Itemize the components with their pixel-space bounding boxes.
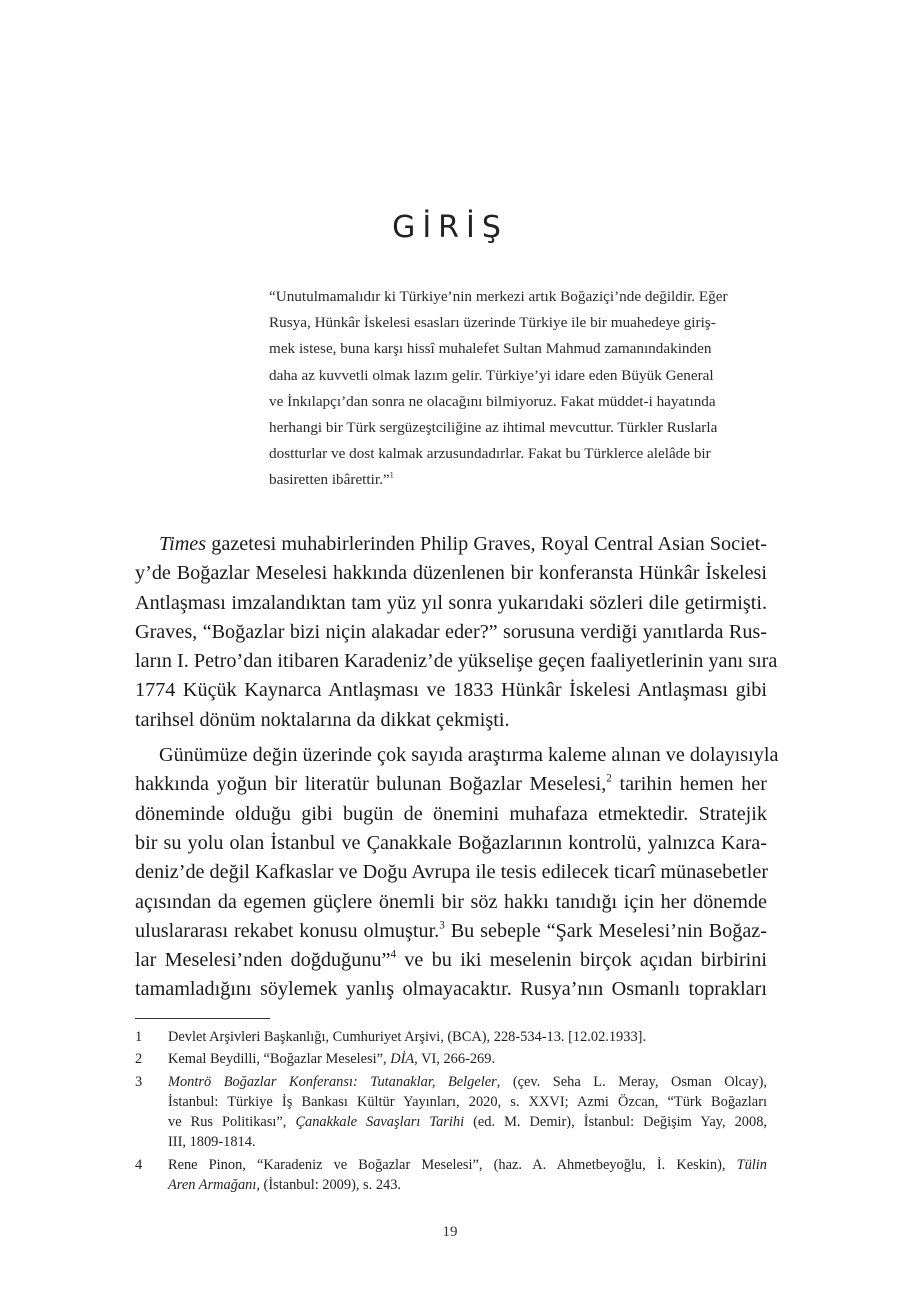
paragraph-line-text: lar Meselesi’nden doğduğunu” [135, 949, 391, 972]
footnote-text [168, 1072, 767, 1153]
footnote-ref-2[interactable]: 2 [606, 773, 612, 786]
footnote-line-text: ve Rus Politikası”, [168, 1114, 296, 1131]
paragraph-line: döneminde olduğu gibi bugün de önemini muhafaza etmektedir. Stratejik [135, 802, 767, 825]
paragraph-line: Günümüze değin üzerinde çok sayıda araştırma kaleme alınan ve dolayısıyla [159, 744, 779, 767]
paragraph-line: deniz’de değil Kafkaslar ve Doğu Avrupa ile tesis edilecek ticarî münasebetler [135, 861, 769, 884]
footnote-divider [135, 1018, 270, 1019]
footnote-ref-1[interactable]: 1 [389, 471, 394, 481]
footnote-1 [135, 1027, 767, 1047]
footnote-ref-3[interactable]: 3 [439, 919, 445, 932]
paragraph-line: tamamladığını söylemek yanlış olmayacaktır. Rusya’nın Osmanlı toprakları [135, 978, 767, 1001]
page-number: 19 [442, 1224, 458, 1240]
paragraph-line [135, 946, 767, 975]
paragraph-line: ların I. Petro’dan itibaren Karadeniz’de yükselişe geçen faaliyetlerinin yanı sıra [135, 650, 778, 673]
source-title: Montrö Boğazlar Konferansı: Tutanaklar, Belgeler [168, 1073, 497, 1090]
footnote-text [168, 1027, 767, 1047]
footnote-4 [135, 1155, 767, 1196]
footnote-line [168, 1175, 767, 1195]
footnote-line-text: Kemal Beydilli, “Boğazlar Meselesi”, [168, 1051, 391, 1068]
paragraph-2 [135, 741, 779, 1005]
epigraph-line: ve İnkılapçı’dan sonra ne olacağını bilmiyoruz. Fakat müddet-i hayatında [269, 392, 716, 410]
paragraph-line: 1774 Küçük Kaynarca Antlaşması ve 1833 Hünkâr İskelesi Antlaşması gibi [135, 679, 767, 702]
paragraph-line [135, 530, 767, 559]
paragraph-line-text: uluslararası rekabet konusu olmuştur. [135, 919, 440, 942]
footnote-line-text: (İstanbul: 2009), s. 243. [259, 1177, 402, 1194]
footnote-line: İstanbul: Türkiye İş Bankası Kültür Yayınları, 2020, s. XXVI; Azmi Özcan, “Türk Boğazları [168, 1093, 767, 1110]
footnote-number: 3 [135, 1073, 143, 1090]
footnote-number: 4 [135, 1156, 143, 1173]
footnote-text [168, 1049, 767, 1069]
epigraph-line: Rusya, Hünkâr İskelesi esasları üzerinde Türkiye ile bir muahedeye giriş- [269, 314, 716, 332]
footnote-line-text: (ed. M. Demir), İstanbul: Değişim Yay, 2008, [464, 1114, 767, 1131]
footnote-line: III, 1809-1814. [168, 1134, 256, 1151]
footnotes [135, 1027, 767, 1197]
paragraph-line: bir su yolu olan İstanbul ve Çanakkale Boğazlarının kontrolü, yalnızca Kara- [135, 831, 767, 854]
epigraph-line-text: basiretten ibârettir.” [269, 471, 390, 489]
footnote-line [168, 1155, 767, 1175]
epigraph-line: mek istese, buna karşı hissî muhalefet Sultan Mahmud zamanındakinden [269, 340, 712, 358]
newspaper-name: Times [159, 533, 207, 555]
source-title: Aren Armağanı, [168, 1177, 260, 1194]
footnote-line: Devlet Arşivleri Başkanlığı, Cumhuriyet Arşivi, (BCA), 228-534-13. [12.02.1933]. [168, 1029, 647, 1045]
source-title: DİA, [390, 1051, 418, 1068]
paragraph-1 [135, 530, 778, 735]
paragraph-line-text: gazetesi muhabirlerinden Philip Graves, Royal Central Asian Societ- [206, 533, 767, 555]
paragraph-line-text: ve bu iki meselenin birçok açıdan birbirini [396, 949, 767, 972]
footnote-ref-4[interactable]: 4 [390, 948, 397, 961]
paragraph-line: y’de Boğazlar Meselesi hakkında düzenlenen bir konferansta Hünkâr İskelesi [135, 562, 767, 585]
paragraph-line: Antlaşması imzalandıktan tam yüz yıl sonra yukarıdaki sözleri dile getirmişti. [135, 591, 767, 614]
epigraph-line: “Unutulmamalıdır ki Türkiye’nin merkezi artık Boğaziçi’nde değildir. Eğer [269, 288, 728, 305]
epigraph-line: herhangi bir Türk sergüzeştciliğine az ihtimal mevcuttur. Türkler Ruslarla [269, 419, 718, 437]
paragraph-line-text: Bu sebeple “Şark Meselesi’nin Boğaz- [444, 919, 767, 942]
footnote-number: 1 [135, 1029, 143, 1045]
footnote-number: 2 [135, 1051, 143, 1068]
epigraph-line: dostturlar ve dost kalmak arzusundadırlar. Fakat bu Türklerce alelâde bir [269, 445, 711, 463]
paragraph-line: tarihsel dönüm noktalarına da dikkat çekmişti. [135, 708, 510, 731]
footnote-line-text: VI, 266-269. [417, 1051, 496, 1068]
epigraph-line-last [269, 467, 765, 493]
epigraph-line: daha az kuvvetli olmak lazım gelir. Türkiye’yi idare eden Büyük General [269, 366, 714, 384]
paragraph-line [135, 770, 767, 799]
source-title: Tülin [736, 1156, 767, 1173]
footnote-2 [135, 1049, 767, 1069]
epigraph-quote [269, 284, 765, 494]
footnote-3 [135, 1072, 767, 1153]
paragraph-line-text: hakkında yoğun bir literatür bulunan Boğazlar Meselesi, [135, 773, 607, 796]
chapter-title: GİRİŞ [392, 210, 508, 245]
paragraph-line [135, 917, 767, 946]
paragraph-line: açısından da egemen güçlere önemli bir söz hakkı tanıdığı için her dönemde [135, 890, 767, 913]
footnote-line-text: Rene Pinon, “Karadeniz ve Boğazlar Meselesi”, (haz. A. Ahmetbeyoğlu, İ. Keskin), [168, 1156, 737, 1173]
paragraph-line-text: tarihin hemen her [611, 773, 767, 796]
footnote-line [168, 1072, 767, 1092]
paragraph-line: Graves, “Boğazlar bizi niçin alakadar eder?” sorusuna verdiği yanıtlarda Rus- [135, 620, 767, 643]
main-text [135, 530, 779, 1005]
source-title: Çanakkale Savaşları Tarihi [295, 1114, 465, 1131]
footnote-line-text: , (çev. Seha L. Meray, Osman Olcay), [496, 1073, 767, 1090]
footnote-line [168, 1112, 767, 1132]
footnote-text [168, 1155, 767, 1196]
footnote-line [168, 1049, 767, 1069]
